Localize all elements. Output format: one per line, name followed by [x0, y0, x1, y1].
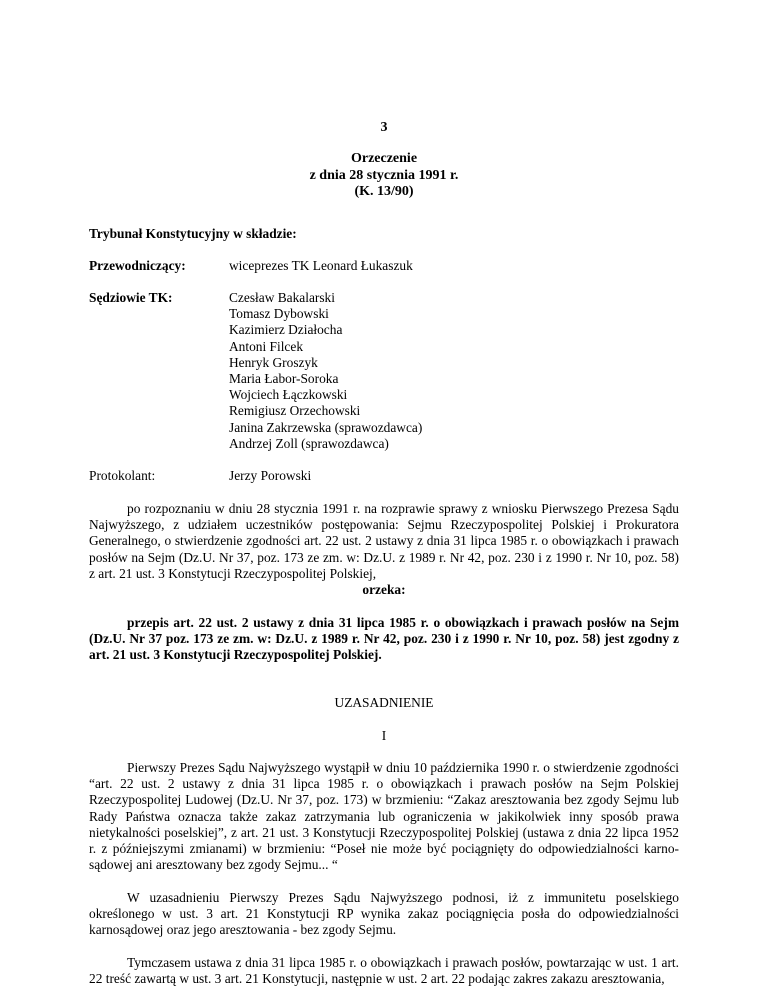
document-number: 3 [380, 120, 388, 135]
title-line-ruling: Orzeczenie [350, 151, 418, 166]
justification-paragraph: W uzasadnieniu Pierwszy Prezes Sądu Najwyższego podnosi, iż z immunitetu poselskiego określonego w ust. 3 art. 21 Konstytucji RP wynika zakaz pociągnięcia posła do odpowiedzialności karnosądowej oraz jego aresztowania - bez zgody Sejmu. [89, 890, 679, 938]
title-line-case-number: (K. 13/90) [354, 184, 414, 199]
judge-name: Henryk Groszyk [229, 354, 318, 370]
judge-name: Tomasz Dybowski [229, 306, 329, 322]
justification-paragraph-2-block [89, 890, 679, 939]
judge-name: Remigiusz Orzechowski [229, 403, 361, 419]
judge-name: Janina Zakrzewska (sprawozdawca) [229, 419, 423, 435]
intro-paragraph: po rozpoznaniu w dniu 28 stycznia 1991 r. na rozprawie sprawy z wniosku Pierwszego Prezesa Sądu Najwyższego, z udziałem uczestników postępowania: Sejmu Rzeczypospolitej Polskiej i Prokuratora Generalnego, o stwierdzenie zgodności art. 22 ust. 2 ustawy z dnia 31 lipca 1985 r. o obowiązkach i prawach posłów na Sejm (Dz.U. Nr 37, poz. 173 ze zm. w: Dz.U. z 1989 r. Nr 42, poz. 230 i z 1990 r. Nr 10, poz. 58) z art. 21 ust. 3 Konstytucji Rzeczypospolitej Polskiej, [89, 501, 679, 581]
justification-heading: UZASADNIENIE [334, 695, 434, 710]
document-title [89, 151, 679, 201]
intro-paragraph-block [89, 501, 679, 582]
judge-name: Wojciech Łączkowski [229, 387, 348, 403]
ruling-text: przepis art. 22 ust. 2 ustawy z dnia 31 lipca 1985 r. o obowiązkach i prawach posłów na Sejm (Dz.U. Nr 37 poz. 173 ze zm. w: Dz.U. z 1989 r. Nr 42, poz. 230 i z 1990 r. Nr 10, poz. 58) jest zgodny z art. 21 ust. 3 Konstytucji Rzeczypospolitej Polskiej. [89, 615, 679, 663]
recorder-label: Protokolant: [89, 468, 156, 483]
title-line-date: z dnia 28 stycznia 1991 r. [309, 167, 459, 183]
justification-paragraph: Pierwszy Prezes Sądu Najwyższego wystąpił w dniu 10 października 1990 r. o stwierdzenie zgodności “art. 22 ust. 2 ustawy z dnia 31 lipca 1985 r. o obowiązkach i prawach posłów na Sejm Polskiej Rzeczypospolitej Ludowej (Dz.U. Nr 37, poz. 173) w brzmieniu: “Zakaz aresztowania bez zgody Sejmu lub Rady Państwa oznacza także zakaz zatrzymania lub ograniczenia w jakikolwiek inny sposób prawa nietykalności poselskiej”, z art. 21 ust. 3 Konstytucji Rzeczypospolitej Polskiej (ustawa z dnia 22 lipca 1952 r. z późniejszymi zmianami) w brzmieniu: “Poseł nie może być pociągnięty do odpowiedzialności karno-sądowej ani aresztowany bez zgody Sejmu... “ [89, 760, 679, 873]
judge-name: Kazimierz Działocha [229, 322, 343, 338]
ruling-block [89, 615, 679, 664]
justification-paragraph-3-block [89, 955, 679, 987]
judge-name: Antoni Filcek [229, 338, 304, 354]
chairman-label: Przewodniczący: [89, 258, 186, 273]
chairman-name: wiceprezes TK Leonard Łukaszuk [229, 258, 413, 273]
justification-paragraph-1-block [89, 760, 679, 873]
recorder-name: Jerzy Porowski [229, 468, 312, 483]
judge-name: Andrzej Zoll (sprawozdawca) [229, 435, 389, 451]
section-roman-numeral: I [381, 728, 387, 743]
judges-list [229, 290, 422, 452]
composition-heading: Trybunał Konstytucyjny w składzie: [89, 226, 297, 241]
ruling-label: orzeka: [362, 582, 406, 597]
justification-paragraph: Tymczasem ustawa z dnia 31 lipca 1985 r. o obowiązkach i prawach posłów, powtarzając w ust. 1 art. 22 treść zawartą w ust. 3 art. 21 Konstytucji, następnie w ust. 2 art. 22 podając zakres zakazu aresztowania, [89, 955, 679, 987]
judges-label: Sędziowie TK: [89, 290, 173, 305]
judge-name: Czesław Bakalarski [229, 290, 335, 305]
judge-name: Maria Łabor-Soroka [229, 371, 339, 387]
